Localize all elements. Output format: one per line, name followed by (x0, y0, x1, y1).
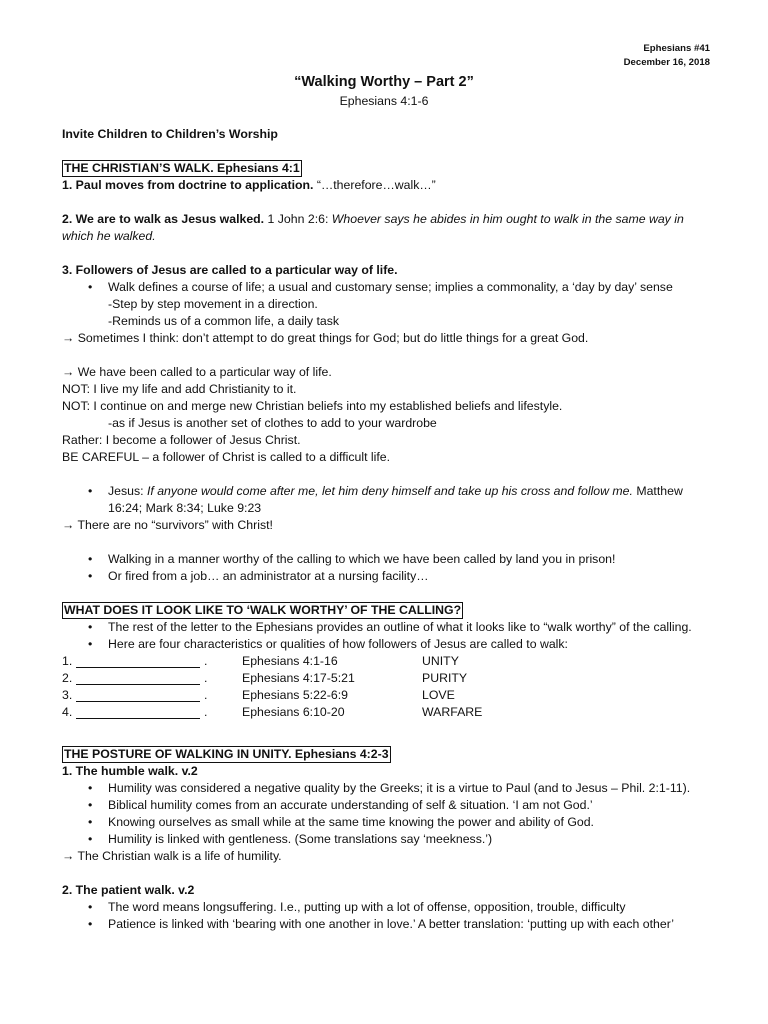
sub-item: -Step by step movement in a direction. (108, 297, 318, 311)
careful-line: BE CAREFUL – a follower of Christ is called to a difficult life. (62, 450, 391, 464)
point-3-list (62, 279, 712, 296)
section-heading-christians-walk: THE CHRISTIAN’S WALK. Ephesians 4:1 (64, 161, 300, 175)
list-item: • The word means longsuffering. I.e., putting up with a lot of offense, opposition, trouble, difficulty (62, 899, 712, 916)
not-line: NOT: I continue on and merge new Christian beliefs into my established beliefs and lifestyle. (62, 399, 563, 413)
document-body (62, 126, 712, 933)
list-item: • The rest of the letter to the Ephesians provides an outline of what it looks like to “walk worthy” of the calling. (62, 619, 712, 636)
list-item: • Biblical humility comes from an accurate understanding of self & situation. ‘I am not God.’ (62, 797, 712, 814)
page-subtitle: Ephesians 4:1-6 (339, 94, 429, 108)
table-row: 2. . Ephesians 4:17-5:21 PURITY (62, 671, 468, 685)
point-2: 2. We are to walk as Jesus walked. 1 John 2:6: Whoever says he abides in him ought to walk in the same way in which he walked. (62, 212, 684, 243)
fill-in-blank (76, 653, 200, 668)
table-row: 1. . Ephesians 4:1-16 UNITY (62, 654, 459, 668)
fill-in-blank (76, 704, 200, 719)
arrow-note: → We have been called to a particular way of life. (62, 365, 332, 379)
page-title: “Walking Worthy – Part 2” (294, 74, 474, 90)
header-meta (624, 42, 710, 70)
walk-worthy-list (62, 619, 712, 653)
section-heading-unity: THE POSTURE OF WALKING IN UNITY. Ephesians 4:2-3 (64, 747, 389, 761)
point-1: 1. Paul moves from doctrine to application. “…therefore…walk…” (62, 178, 436, 192)
section-heading-walk-worthy: WHAT DOES IT LOOK LIKE TO ‘WALK WORTHY’ OF THE CALLING? (64, 603, 462, 617)
sub-item: -Reminds us of a common life, a daily task (108, 314, 339, 328)
series-label: Ephesians #41 (643, 43, 710, 54)
humble-walk-heading: 1. The humble walk. v.2 (62, 764, 198, 778)
humility-list (62, 780, 712, 848)
sub-item: -as if Jesus is another set of clothes to add to your wardrobe (108, 416, 437, 430)
list-item: • Here are four characteristics or qualities of how followers of Jesus are called to walk: (62, 636, 712, 653)
fill-in-blank (76, 687, 200, 702)
arrow-note: → There are no “survivors” with Christ! (62, 518, 273, 532)
fill-in-blank (76, 670, 200, 685)
consequence-list (62, 551, 712, 585)
jesus-list (62, 483, 712, 517)
list-item: • Or fired from a job… an administrator at a nursing facility… (62, 568, 712, 585)
arrow-note: → Sometimes I think: don’t attempt to do great things for God; but do little things for a great God. (62, 331, 589, 345)
point-3: 3. Followers of Jesus are called to a particular way of life. (62, 263, 398, 277)
list-item: • Walk defines a course of life; a usual and customary sense; implies a commonality, a ‘day by day’ sense (62, 279, 712, 296)
list-item: • Humility was considered a negative quality by the Greeks; it is a virtue to Paul (and to Jesus – Phil. 2:1-11). (62, 780, 712, 797)
list-item: • Patience is linked with ‘bearing with one another in love.’ A better translation: ‘putting up with each other’ (62, 916, 712, 933)
list-item: • Humility is linked with gentleness. (Some translations say ‘meekness.’) (62, 831, 712, 848)
table-row: 4. . Ephesians 6:10-20 WARFARE (62, 705, 483, 719)
list-item: • Knowing ourselves as small while at the same time knowing the power and ability of God. (62, 814, 712, 831)
list-item: • Walking in a manner worthy of the calling to which we have been called by land you in prison! (62, 551, 712, 568)
patience-list (62, 899, 712, 933)
patient-walk-heading: 2. The patient walk. v.2 (62, 883, 195, 897)
table-row: 3. . Ephesians 5:22-6:9 LOVE (62, 688, 455, 702)
list-item: • Jesus: If anyone would come after me, let him deny himself and take up his cross and follow me. Matthew 16:24; Mark 8:34; Luke 9:23 (62, 483, 712, 517)
arrow-note: → The Christian walk is a life of humility. (62, 849, 282, 863)
invite-line: Invite Children to Children’s Worship (62, 127, 278, 141)
characteristics-table (62, 653, 712, 721)
rather-line: Rather: I become a follower of Jesus Christ. (62, 433, 301, 447)
date-label: December 16, 2018 (623, 57, 710, 68)
not-line: NOT: I live my life and add Christianity to it. (62, 382, 297, 396)
